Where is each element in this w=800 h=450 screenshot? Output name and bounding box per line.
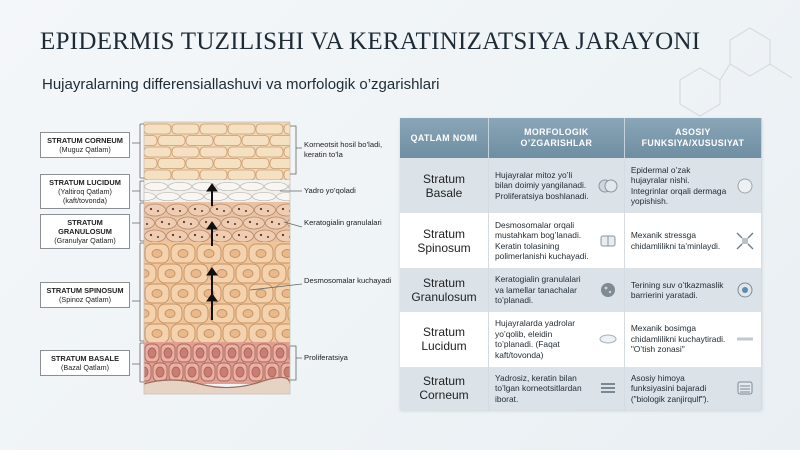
page-title: EPIDERMIS TUZILISHI VA KERATINIZATSIYA JARAYONI <box>40 28 701 55</box>
corneum-cell <box>144 147 171 157</box>
label-stratum-spinosum: STRATUM SPINOSUM (Spinoz Qatlam) <box>40 282 130 308</box>
basale-nucleus <box>244 348 252 358</box>
spinosum-nucleus <box>217 270 227 278</box>
annotation-korneotsit: Korneotsit hosil bo’ladi, keratin to’la <box>304 140 383 159</box>
spinosum-nucleus <box>269 310 279 318</box>
spinosum-nucleus <box>191 270 201 278</box>
keratohyalin-granule <box>216 234 218 236</box>
keratohyalin-granule <box>223 236 225 238</box>
corneum-cell <box>270 136 297 146</box>
basale-nucleus <box>180 348 188 358</box>
keratohyalin-granule <box>271 221 273 223</box>
basale-nucleus <box>236 367 244 377</box>
keratohyalin-granule <box>161 221 163 223</box>
lucidum-cell <box>205 192 228 200</box>
basale-nucleus <box>260 348 268 358</box>
corneum-cell <box>172 147 199 157</box>
spinosum-nucleus <box>191 310 201 318</box>
stress-arrows-icon <box>735 231 755 251</box>
corneum-cell <box>270 159 297 169</box>
basale-nucleus <box>212 348 220 358</box>
corneum-cell <box>144 170 171 180</box>
basale-nucleus <box>188 367 196 377</box>
row-func: Epidermal o’zak hujayralar nishi. Integrinlar orqali dermaga yopishish. <box>624 158 761 213</box>
keratohyalin-granule <box>179 210 181 212</box>
spinosum-nucleus <box>204 250 214 258</box>
basale-nucleus <box>252 367 260 377</box>
granulosum-cell <box>211 230 232 242</box>
granulosum-cell <box>277 204 298 216</box>
basale-nucleus <box>276 348 284 358</box>
spinosum-nucleus <box>243 270 253 278</box>
keratohyalin-granule <box>201 236 203 238</box>
lucidum-cell <box>217 182 240 190</box>
row-func: Asosiy himoya funksiyasini bajaradi ("biologik zanjirqulf"). <box>624 367 761 410</box>
spinosum-nucleus <box>256 330 266 338</box>
row-func: Mexanik stressga chidamlilikni ta’minlaydi. <box>624 213 761 268</box>
spinosum-nucleus <box>243 310 253 318</box>
keratohyalin-granule <box>260 208 262 210</box>
header-qatlam-nomi: QATLAM NOMI <box>400 118 489 158</box>
granulosum-cell <box>233 204 254 216</box>
header-funksiya: ASOSIY FUNKSIYA/XUSUSIYAT <box>624 118 761 158</box>
granulosum-cell <box>211 204 232 216</box>
keratohyalin-granule <box>256 223 258 225</box>
label-stratum-corneum: STRATUM CORNEUM (Muguz Qatlam) <box>40 132 130 158</box>
spinosum-nucleus <box>204 330 214 338</box>
corneum-cell <box>172 124 199 134</box>
spinosum-nucleus <box>282 290 292 298</box>
keratohyalin-granule <box>260 234 262 236</box>
granulosum-cell <box>233 230 254 242</box>
corneum-cell <box>172 170 199 180</box>
lucidum-cell <box>181 192 204 200</box>
keratohyalin-granule <box>172 208 174 210</box>
spinosum-cell <box>288 304 312 323</box>
spinosum-nucleus <box>152 290 162 298</box>
epidermis-diagram <box>40 118 392 398</box>
lucidum-cell <box>241 182 264 190</box>
corneum-cell <box>200 124 227 134</box>
layers-table <box>400 118 762 410</box>
keratohyalin-granule <box>146 223 148 225</box>
corneum-cell <box>228 124 255 134</box>
granulosum-cell <box>266 217 287 229</box>
row-morph: Desmosomalar orqali mustahkam bog’lanadi. Keratin tolasining polimerlanishi kuchayadi. <box>489 213 625 268</box>
annotation-desmosomalar: Desmosomalar kuchayadi <box>304 276 392 285</box>
page-subtitle: Hujayralarning differensiallashuvi va morfologik o’zgarishlari <box>42 76 440 93</box>
granulosum-cell <box>255 204 276 216</box>
keratohyalin-granule <box>150 208 152 210</box>
keratohyalin-granule <box>282 234 284 236</box>
annotation-yadro: Yadro yo’qoladi <box>304 186 356 195</box>
spinosum-nucleus <box>230 250 240 258</box>
keratohyalin-granule <box>150 234 152 236</box>
keratohyalin-granule <box>267 210 269 212</box>
keratohyalin-granule <box>194 208 196 210</box>
keratohyalin-granule <box>238 208 240 210</box>
basale-nucleus <box>220 367 228 377</box>
spinosum-nucleus <box>152 330 162 338</box>
basale-nucleus <box>164 348 172 358</box>
keratohyalin-granule <box>190 223 192 225</box>
granulosum-cell <box>222 217 243 229</box>
keratohyalin-granule <box>183 221 185 223</box>
granulosum-cell <box>156 217 177 229</box>
table-row <box>400 268 762 311</box>
corneum-cell <box>200 147 227 157</box>
table-header-row <box>400 118 762 158</box>
annotation-proliferatsiya: Proliferatsiya <box>304 353 348 362</box>
barrier-icon <box>735 280 755 300</box>
granulosum-cell <box>189 204 210 216</box>
corneum-cell <box>158 136 185 146</box>
basale-nucleus <box>148 348 156 358</box>
row-func: Terining suv o’tkazmaslik barrierini yaratadi. <box>624 268 761 311</box>
corneum-cell <box>256 147 283 157</box>
stacked-shield-icon <box>735 378 755 398</box>
row-name: Stratum Basale <box>400 158 489 213</box>
corneum-cell <box>284 124 311 134</box>
spinosum-nucleus <box>165 310 175 318</box>
corneum-cell <box>228 147 255 157</box>
corneum-cell <box>256 124 283 134</box>
stacked-layers-icon <box>598 378 618 398</box>
row-name: Stratum Granulosum <box>400 268 489 311</box>
keratohyalin-granule <box>216 208 218 210</box>
label-stratum-basale: STRATUM BASALE (Bazal Qatlam) <box>40 350 130 376</box>
keratohyalin-granule <box>227 221 229 223</box>
label-stratum-lucidum: STRATUM LUCIDUM (Yaltiroq Qatlam) (kaft/tovonda) <box>40 174 130 209</box>
spinosum-nucleus <box>295 310 305 318</box>
corneum-cell <box>130 159 157 169</box>
corneum-cell <box>200 170 227 180</box>
row-name: Stratum Corneum <box>400 367 489 410</box>
granulosum-cell <box>167 230 188 242</box>
corneum-cell <box>284 170 311 180</box>
spinosum-nucleus <box>178 290 188 298</box>
basale-nucleus <box>172 367 180 377</box>
cell-division-icon <box>598 176 618 196</box>
basale-nucleus <box>156 367 164 377</box>
lucidum-cell <box>169 182 192 190</box>
header-morfologik: MORFOLOGIK O’ZGARISHLAR <box>489 118 625 158</box>
granulosum-cell <box>255 230 276 242</box>
keratohyalin-granule <box>234 223 236 225</box>
granulosum-cell <box>277 230 298 242</box>
corneum-cell <box>256 170 283 180</box>
spinosum-nucleus <box>256 250 266 258</box>
spinosum-nucleus <box>178 330 188 338</box>
granulosum-cell <box>178 217 199 229</box>
keratohyalin-granule <box>201 210 203 212</box>
annotation-keratogialin: Keratogialin granulalari <box>304 218 382 227</box>
lucidum-cell <box>253 192 276 200</box>
row-func: Mexanik bosimga chidamlilikni kuchaytiradi. "O’tish zonasi" <box>624 312 761 367</box>
basale-nucleus <box>228 348 236 358</box>
keratohyalin-granule <box>172 234 174 236</box>
lucidum-cell <box>265 182 288 190</box>
spinosum-nucleus <box>282 330 292 338</box>
spinosum-nucleus <box>282 250 292 258</box>
row-morph: Hujayralar mitoz yo’li bilan doimiy yangilanadi. Proliferatsiya boshlanadi. <box>489 158 625 213</box>
table-row <box>400 367 762 410</box>
spinosum-nucleus <box>178 250 188 258</box>
keratohyalin-granule <box>267 236 269 238</box>
basale-nucleus <box>196 348 204 358</box>
basale-nucleus <box>268 367 276 377</box>
keratohyalin-granule <box>282 208 284 210</box>
spinosum-nucleus <box>217 310 227 318</box>
granulosum-cell <box>145 230 166 242</box>
corneum-cell <box>214 136 241 146</box>
keratohyalin-granule <box>157 210 159 212</box>
lucidum-cell <box>277 192 300 200</box>
keratohyalin-granule <box>293 221 295 223</box>
keratohyalin-granule <box>168 223 170 225</box>
row-name: Stratum Spinosum <box>400 213 489 268</box>
granule-icon <box>598 280 618 300</box>
transition-zone-icon <box>735 329 755 349</box>
corneum-cell <box>228 170 255 180</box>
corneum-cell <box>214 159 241 169</box>
keratohyalin-granule <box>238 234 240 236</box>
keratohyalin-granule <box>249 221 251 223</box>
lucidum-cell <box>229 192 252 200</box>
keratohyalin-granule <box>278 223 280 225</box>
lucidum-cell <box>157 192 180 200</box>
anchor-cell-icon <box>735 176 755 196</box>
spinosum-nucleus <box>256 290 266 298</box>
granulosum-cell <box>167 204 188 216</box>
keratohyalin-granule <box>157 236 159 238</box>
flat-cell-icon <box>598 329 618 349</box>
corneum-cell <box>242 136 269 146</box>
keratohyalin-granule <box>245 210 247 212</box>
basale-nucleus <box>284 367 292 377</box>
keratohyalin-granule <box>205 221 207 223</box>
row-name: Stratum Lucidum <box>400 312 489 367</box>
spinosum-nucleus <box>230 290 240 298</box>
corneum-cell <box>158 159 185 169</box>
keratohyalin-granule <box>179 236 181 238</box>
spinosum-nucleus <box>269 270 279 278</box>
granulosum-cell <box>244 217 265 229</box>
granulosum-cell <box>145 204 166 216</box>
keratohyalin-granule <box>300 223 302 225</box>
corneum-cell <box>130 136 157 146</box>
corneum-cell <box>144 124 171 134</box>
corneum-cell <box>186 159 213 169</box>
row-morph: Yadrosiz, keratin bilan to’lgan korneotsitlardan iborat. <box>489 367 625 410</box>
keratohyalin-granule <box>194 234 196 236</box>
table-row <box>400 312 762 367</box>
spinosum-nucleus <box>152 250 162 258</box>
corneum-cell <box>186 136 213 146</box>
table-row <box>400 213 762 268</box>
row-morph: Keratogialin granulalari va lamellar tanachalar to’planadi. <box>489 268 625 311</box>
spinosum-nucleus <box>165 270 175 278</box>
label-stratum-granulosum: STRATUM GRANULOSUM (Granulyar Qatlam) <box>40 214 130 249</box>
keratohyalin-granule <box>223 210 225 212</box>
row-morph: Hujayralarda yadrolar yo’qolib, eleidin to’planadi. (Faqat kaft/tovonda) <box>489 312 625 367</box>
basale-nucleus <box>204 367 212 377</box>
corneum-cell <box>242 159 269 169</box>
spinosum-nucleus <box>230 330 240 338</box>
granulosum-cell <box>189 230 210 242</box>
keratohyalin-granule <box>245 236 247 238</box>
desmosome-icon <box>598 231 618 251</box>
lucidum-cell <box>145 182 168 190</box>
table-row <box>400 158 762 213</box>
